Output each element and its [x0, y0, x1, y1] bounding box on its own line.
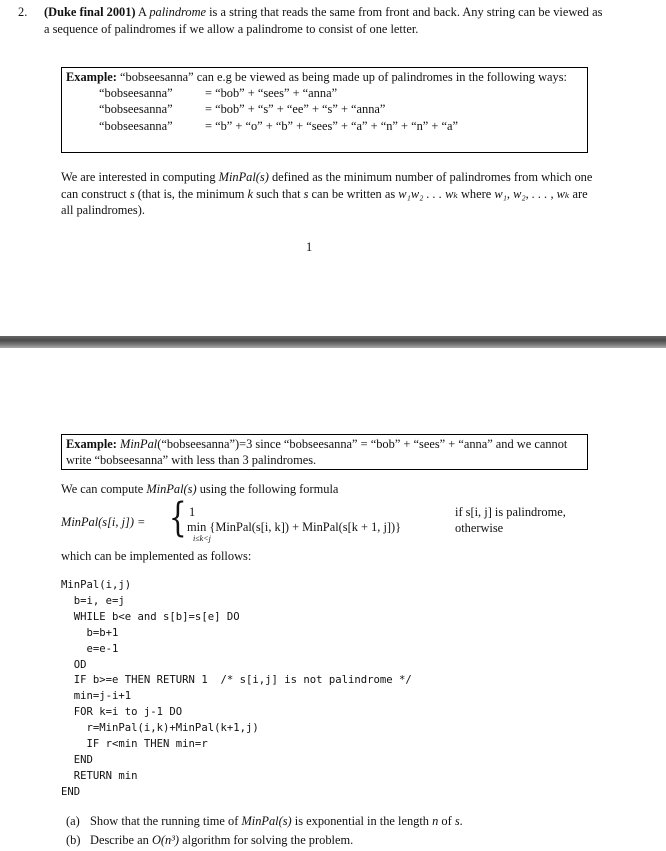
left-brace: {: [168, 495, 187, 541]
page-divider: [0, 336, 666, 348]
math: n: [432, 814, 439, 828]
math: w₁w₂ . . . wₖ: [398, 186, 458, 201]
example-1-text: “bobseesanna” can e.g be viewed as being made up of palindromes in the following ways:: [116, 70, 567, 84]
text: is exponential in the length: [291, 814, 433, 828]
text: (that is, the minimum: [134, 186, 248, 201]
page-number: 1: [306, 240, 313, 254]
math: s: [129, 186, 135, 201]
example-row: [66, 85, 583, 101]
formula-condition-1: if s[i, j] is palindrome,: [455, 505, 566, 519]
text: algorithm for solving the problem.: [179, 833, 354, 847]
subquestion-b: [66, 831, 626, 850]
math: MinPal(s): [218, 170, 269, 184]
example-row-lhs: “bobseesanna”: [99, 102, 173, 117]
palindrome-term: palindrome: [149, 5, 207, 19]
example-row-lhs: “bobseesanna”: [99, 86, 173, 101]
example-box-1: [61, 67, 588, 153]
problem-intro: is a string that reads the same from front and back. Any string can be viewed as a sequence of palindromes if we allow a palindrome to consist of one letter.: [44, 5, 603, 36]
text: defined as the minimum number of palindromes from which one can construct: [61, 170, 593, 201]
implementation-intro: which can be implemented as follows:: [61, 549, 252, 563]
example-label: Example:: [66, 437, 117, 451]
recurrence-formula: [61, 495, 601, 546]
text: .: [459, 814, 463, 828]
formula-lhs: MinPal(s[i, j]) =: [61, 515, 146, 529]
example-row: [66, 118, 583, 134]
example-row-rhs: = “bob” + “s” + “ee” + “s” + “anna”: [205, 102, 386, 117]
text: using the following formula: [196, 482, 339, 496]
text: of: [438, 814, 455, 828]
formula-intro: [61, 481, 591, 498]
math: MinPal(s): [146, 482, 197, 496]
text: We are interested in computing: [61, 170, 219, 184]
pseudocode-block: MinPal(i,j) b=i, e=j WHILE b<e and s[b]=s[e] DO b=b+1 e=e-1 OD IF b>=e THEN RETURN 1 /* s[i,j] is not palindrome */ min=j-i+1 FOR k=i to j-1 DO r=MinPal(i,k)+MinPal(k+1,j) IF r<min THEN min=r END RETURN min END: [61, 579, 412, 798]
math: k: [247, 186, 254, 201]
text: are all palindromes).: [61, 186, 588, 217]
math: MinPal: [120, 437, 158, 451]
formula-subscript: i≤k<j: [193, 534, 211, 543]
math: w₁, w₂, . . . , wₖ: [494, 186, 570, 201]
text: where: [457, 186, 495, 201]
subquestions: [66, 812, 626, 850]
example-row-rhs: = “b” + “o” + “b” + “sees” + “a” + “n” + “n” + “a”: [205, 118, 458, 133]
example-1-intro: [66, 69, 583, 85]
math: s: [303, 186, 309, 201]
math: MinPal(s): [241, 814, 292, 828]
problem-intro-pre: A: [135, 5, 150, 19]
text: can be written as: [308, 186, 399, 201]
text: such that: [253, 186, 304, 201]
text: Describe an: [90, 833, 152, 847]
subquestion-label: (a): [66, 814, 80, 828]
example-row: [66, 101, 583, 117]
subquestion-label: (b): [66, 833, 81, 847]
example-row-rhs: = “bob” + “sees” + “anna”: [205, 86, 338, 101]
formula-case-1: 1: [189, 505, 196, 519]
problem-title: (Duke final 2001): [44, 5, 136, 19]
problem-statement: [18, 4, 604, 37]
formula-case-2: min {MinPal(s[i, k]) + MinPal(s[k + 1, j])}: [187, 520, 402, 534]
math: s: [454, 814, 460, 828]
math: O(n³): [151, 833, 180, 847]
example-2-text: (“bobseesanna”)=3 since “bobseesanna” = “bob” + “sees” + “anna” and we cannot write “bobseesanna” with less than 3 palindromes.: [66, 437, 568, 468]
definition-paragraph: [61, 169, 593, 219]
example-box-2: [61, 434, 588, 470]
example-row-lhs: “bobseesanna”: [99, 118, 173, 133]
formula-condition-2: otherwise: [455, 521, 504, 535]
page-1: [0, 0, 666, 336]
text: Show that the running time of: [90, 814, 242, 828]
problem-number: 2.: [18, 5, 28, 19]
example-label: Example:: [66, 70, 117, 84]
subquestion-a: [66, 812, 626, 831]
text: We can compute: [61, 482, 147, 496]
